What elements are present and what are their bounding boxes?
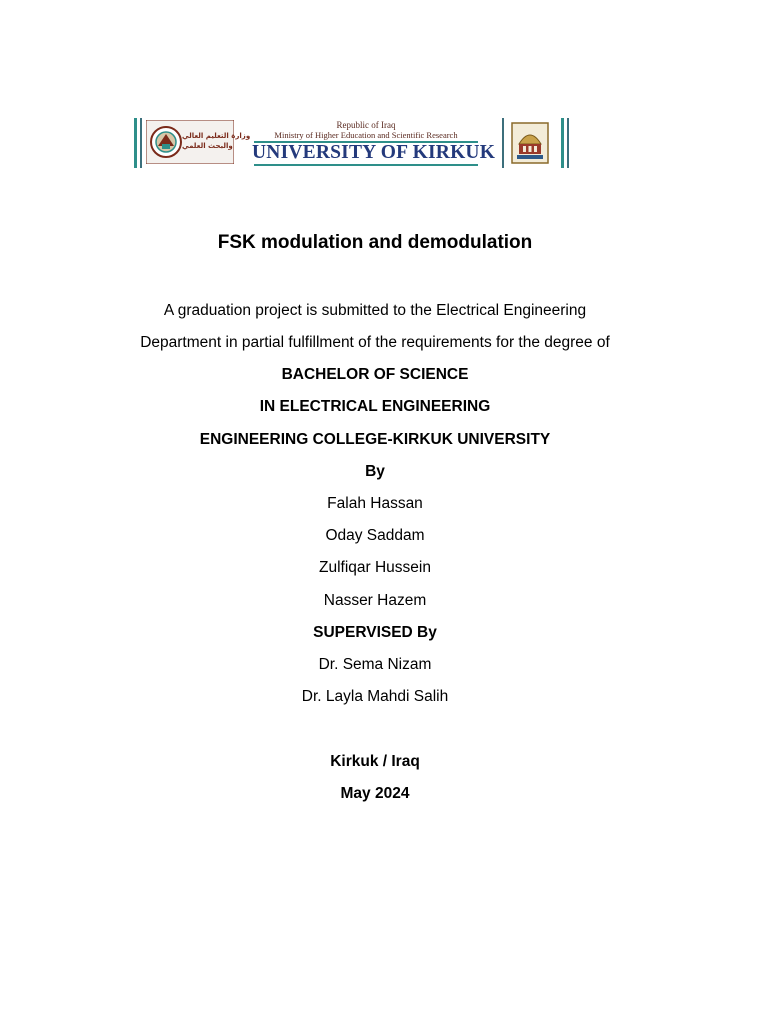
left-teal-bar [134,118,137,168]
bottom-rule [254,164,478,166]
author-name: Nasser Hazem [323,592,427,609]
author-name: Oday Saddam [325,527,425,544]
college-text: ENGINEERING COLLEGE-KIRKUK UNIVERSITY [199,431,551,448]
supervised-label: SUPERVISED By [313,624,437,641]
right-teal-bar [561,118,564,168]
kirkuk-university-emblem-icon [511,122,549,164]
author-name: Zulfiqar Hussein [319,559,431,576]
university-name: UNIVERSITY OF KIRKUK [252,142,496,163]
university-name-block [252,120,496,166]
ministry-arabic-line2: والبحث العلمي [182,142,233,150]
by-label: By [365,463,385,480]
supervisor-name: Dr. Sema Nizam [318,656,432,673]
submission-line-2: Department in partial fulfillment of the requirements for the degree of [140,334,610,351]
ministry-logo-icon [146,120,251,164]
project-title: FSK modulation and demodulation [217,232,533,253]
supervisor-name: Dr. Layla Mahdi Salih [301,688,449,705]
republic-text: Republic of Iraq [336,120,396,130]
right-thin-bar-inner [502,118,504,168]
author-name: Falah Hassan [327,495,423,512]
degree-text: BACHELOR OF SCIENCE [281,366,469,383]
date-text: May 2024 [340,785,410,802]
right-thin-bar [567,118,569,168]
ministry-text: Ministry of Higher Education and Scientific Research [274,130,458,140]
university-header-banner [134,116,570,170]
field-text: IN ELECTRICAL ENGINEERING [259,398,491,415]
ministry-arabic-line1: وزارة التعليم العالي [182,132,251,140]
location-text: Kirkuk / Iraq [330,753,420,770]
submission-line-1: A graduation project is submitted to the Electrical Engineering [163,302,587,319]
left-thin-bar [140,118,142,168]
